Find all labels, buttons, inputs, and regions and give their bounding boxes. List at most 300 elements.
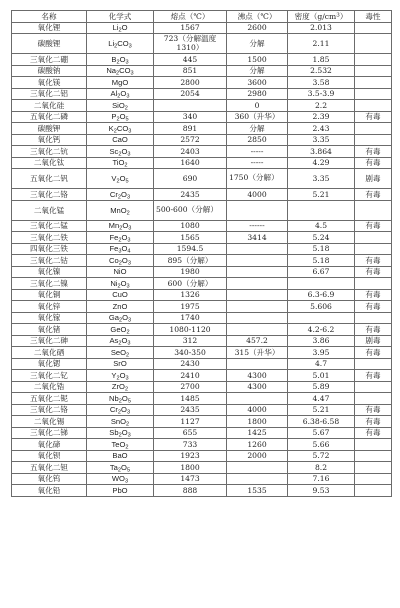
- cell-density: 5.72: [288, 450, 355, 462]
- cell-toxicity: 有毒: [355, 189, 392, 201]
- cell-melting-point: 312: [154, 335, 227, 347]
- formula-subscript: 5: [126, 467, 131, 473]
- cell-formula: [87, 220, 154, 232]
- formula-part: Fe: [109, 244, 119, 254]
- formula-part: SeO: [110, 347, 127, 357]
- cell-boiling-point: 2000: [227, 450, 288, 462]
- cell-toxicity: 有毒: [355, 289, 392, 301]
- table-row: [12, 100, 392, 112]
- cell-name: 三氧化二砷: [12, 335, 87, 347]
- cell-boiling-point: [227, 358, 288, 370]
- cell-formula: [87, 324, 154, 336]
- formula-subscript: 2: [116, 59, 120, 65]
- formula-part: CO: [119, 66, 131, 76]
- table-row: [12, 34, 392, 54]
- cell-density: 5.66: [288, 439, 355, 451]
- cell-formula: [87, 243, 154, 255]
- cell-density: 4.29: [288, 157, 355, 169]
- cell-formula: [87, 255, 154, 267]
- cell-name: 三氧化二铬: [12, 189, 87, 201]
- cell-melting-point: 1080-1120: [154, 324, 227, 336]
- cell-name: 氧化锂: [12, 22, 87, 34]
- cell-melting-point: 2800: [154, 77, 227, 89]
- formula-part: Cr: [109, 405, 118, 415]
- cell-boiling-point: [227, 255, 288, 267]
- cell-boiling-point: 4300: [227, 381, 288, 393]
- formula-subscript: 2: [118, 398, 122, 404]
- formula-subscript: 2: [119, 225, 123, 232]
- cell-formula: [87, 200, 154, 220]
- cell-boiling-point: 3414: [227, 232, 288, 244]
- cell-melting-point: 340: [154, 111, 227, 123]
- cell-boiling-point: [227, 324, 288, 336]
- cell-melting-point: 723（分解温度1310）: [154, 34, 227, 54]
- cell-toxicity: 有毒: [355, 301, 392, 313]
- table-row: [12, 243, 392, 255]
- formula-part: V: [111, 174, 117, 183]
- cell-melting-point: 891: [154, 123, 227, 135]
- formula-part: O: [119, 54, 126, 64]
- table-row: [12, 404, 392, 416]
- cell-melting-point: 690: [154, 169, 227, 189]
- cell-density: 3.58: [288, 77, 355, 89]
- formula-part: P: [111, 112, 117, 122]
- cell-boiling-point: [227, 266, 288, 278]
- cell-density: [288, 312, 355, 324]
- cell-toxicity: [355, 381, 392, 393]
- formula-part: MnO: [110, 205, 127, 215]
- cell-formula: [87, 347, 154, 359]
- cell-melting-point: 2430: [154, 358, 227, 370]
- cell-name: 二氧化锆: [12, 381, 87, 393]
- formula-subscript: 3: [128, 43, 132, 50]
- formula-part: MgO: [111, 77, 129, 87]
- formula-part: O: [121, 23, 128, 33]
- header-density-exponent: 3: [336, 12, 340, 19]
- cell-formula: [87, 439, 154, 451]
- formula-part: Co: [109, 255, 119, 265]
- cell-formula: [87, 473, 154, 485]
- table-row: [12, 473, 392, 485]
- formula-subscript: 3: [127, 237, 131, 243]
- cell-name: 氧化镓: [12, 312, 87, 324]
- cell-melting-point: 1127: [154, 416, 227, 428]
- cell-name: 氧化锗: [12, 324, 87, 336]
- table-row: [12, 232, 392, 244]
- cell-formula: [87, 404, 154, 416]
- cell-formula: [87, 393, 154, 405]
- table-row: [12, 77, 392, 89]
- cell-melting-point: 2403: [154, 146, 227, 158]
- formula-subscript: 3: [126, 93, 130, 100]
- cell-toxicity: [355, 232, 392, 244]
- cell-name: 氧化钙: [12, 134, 87, 146]
- formula-part: O: [121, 255, 128, 265]
- formula-part: Ta: [109, 462, 118, 472]
- cell-density: 2.532: [288, 65, 355, 77]
- cell-melting-point: 1594.5: [154, 243, 227, 255]
- cell-density: 4.7: [288, 358, 355, 370]
- cell-formula: [87, 54, 154, 66]
- cell-name: 三氧化二铁: [12, 232, 87, 244]
- formula-part: O: [122, 221, 129, 231]
- formula-subscript: 5: [125, 178, 129, 185]
- oxide-properties-table: [11, 10, 392, 497]
- cell-density: 5.18: [288, 243, 355, 255]
- formula-part: Sb: [109, 428, 119, 438]
- cell-formula: [87, 100, 154, 112]
- table-row: [12, 278, 392, 290]
- cell-density: 4.5: [288, 220, 355, 232]
- cell-boiling-point: -----: [227, 157, 288, 169]
- header-density: [288, 11, 355, 23]
- table-row: [12, 301, 392, 313]
- formula-part: Li: [112, 23, 119, 33]
- cell-formula: [87, 381, 154, 393]
- table-row: [12, 485, 392, 497]
- cell-toxicity: [355, 34, 392, 54]
- cell-toxicity: [355, 462, 392, 474]
- formula-part: O: [121, 462, 127, 472]
- cell-name: 五氧化二磷: [12, 111, 87, 123]
- formula-part: Sc: [109, 146, 119, 156]
- header-toxicity: 毒性: [355, 11, 392, 23]
- cell-boiling-point: [227, 473, 288, 485]
- cell-formula: [87, 289, 154, 301]
- formula-part: WO: [111, 474, 125, 484]
- cell-name: 二氧化锡: [12, 416, 87, 428]
- cell-density: 4.47: [288, 393, 355, 405]
- cell-melting-point: 2572: [154, 134, 227, 146]
- cell-toxicity: [355, 100, 392, 112]
- cell-toxicity: [355, 134, 392, 146]
- cell-melting-point: 1567: [154, 22, 227, 34]
- cell-boiling-point: [227, 393, 288, 405]
- cell-name: 碳酸钠: [12, 65, 87, 77]
- cell-melting-point: 888: [154, 485, 227, 497]
- table-row: [12, 54, 392, 66]
- cell-formula: [87, 123, 154, 135]
- cell-boiling-point: ------: [227, 220, 288, 232]
- cell-melting-point: 895（分解）: [154, 255, 227, 267]
- formula-part: BaO: [112, 451, 128, 461]
- cell-boiling-point: 4000: [227, 189, 288, 201]
- cell-name: 三氧化二锰: [12, 220, 87, 232]
- formula-part: O: [119, 370, 126, 380]
- cell-boiling-point: [227, 312, 288, 324]
- formula-part: Nb: [109, 393, 119, 403]
- table-row: [12, 146, 392, 158]
- formula-part: O: [121, 146, 128, 156]
- cell-name: 二氧化硅: [12, 100, 87, 112]
- cell-toxicity: 有毒: [355, 255, 392, 267]
- cell-formula: [87, 111, 154, 123]
- cell-density: 3.864: [288, 146, 355, 158]
- formula-subscript: 2: [116, 70, 120, 77]
- formula-subscript: 2: [118, 151, 122, 157]
- formula-subscript: 2: [126, 421, 130, 427]
- cell-name: 氧化镁: [12, 77, 87, 89]
- cell-toxicity: 剧毒: [355, 169, 392, 189]
- formula-subscript: 3: [126, 283, 130, 289]
- formula-subscript: 3: [118, 248, 122, 255]
- formula-part: CO: [116, 123, 129, 133]
- cell-melting-point: 1485: [154, 393, 227, 405]
- table-row: [12, 22, 392, 34]
- cell-formula: [87, 266, 154, 278]
- cell-formula: [87, 88, 154, 100]
- formula-subscript: 2: [124, 105, 128, 111]
- table-row: [12, 439, 392, 451]
- header-melting-point: 熔点（℃）: [154, 11, 227, 23]
- table-row: [12, 220, 392, 232]
- formula-part: Mn: [108, 221, 120, 231]
- cell-boiling-point: 1260: [227, 439, 288, 451]
- cell-name: 碳酸钾: [12, 123, 87, 135]
- table-row: [12, 169, 392, 189]
- cell-formula: [87, 416, 154, 428]
- cell-melting-point: 1923: [154, 450, 227, 462]
- cell-melting-point: 600（分解）: [154, 278, 227, 290]
- cell-formula: [87, 157, 154, 169]
- cell-boiling-point: 315（升华）: [227, 347, 288, 359]
- cell-boiling-point: 分解: [227, 65, 288, 77]
- formula-part: Fe: [109, 232, 119, 242]
- formula-subscript: 3: [124, 478, 129, 485]
- table-row: [12, 335, 392, 347]
- cell-name: 五氧化二铌: [12, 393, 87, 405]
- cell-toxicity: [355, 22, 392, 34]
- cell-density: [288, 278, 355, 290]
- cell-boiling-point: 457.2: [227, 335, 288, 347]
- cell-formula: [87, 485, 154, 497]
- formula-part: NiO: [113, 267, 127, 277]
- table-row: [12, 381, 392, 393]
- cell-formula: [87, 189, 154, 201]
- formula-subscript: 2: [118, 237, 122, 243]
- cell-density: 2.013: [288, 22, 355, 34]
- table-row: [12, 88, 392, 100]
- cell-boiling-point: 3600: [227, 77, 288, 89]
- formula-subscript: 2: [117, 283, 121, 289]
- cell-toxicity: [355, 54, 392, 66]
- formula-part: CO: [117, 39, 129, 48]
- formula-subscript: 2: [118, 317, 123, 324]
- cell-density: 5.21: [288, 189, 355, 201]
- cell-density: 2.2: [288, 100, 355, 112]
- formula-part: O: [121, 244, 128, 254]
- cell-melting-point: 733: [154, 439, 227, 451]
- header-density-text: 密度（g/cm: [294, 11, 337, 21]
- cell-melting-point: 500-600（分解）: [154, 200, 227, 220]
- cell-formula: [87, 312, 154, 324]
- cell-toxicity: [355, 243, 392, 255]
- cell-formula: [87, 232, 154, 244]
- cell-density: 5.01: [288, 370, 355, 382]
- formula-part: K: [108, 123, 114, 133]
- cell-toxicity: [355, 88, 392, 100]
- formula-subscript: 4: [127, 248, 131, 255]
- cell-density: 3.95: [288, 347, 355, 359]
- cell-boiling-point: [227, 200, 288, 220]
- formula-part: CaO: [112, 135, 128, 145]
- cell-name: 五氧化二钒: [12, 169, 87, 189]
- header-formula: 化学式: [87, 11, 154, 23]
- cell-boiling-point: 1425: [227, 427, 288, 439]
- cell-density: 7.16: [288, 473, 355, 485]
- cell-toxicity: 有毒: [355, 111, 392, 123]
- cell-formula: [87, 370, 154, 382]
- formula-part: SrO: [113, 359, 127, 369]
- header-boiling-point: 沸点（℃）: [227, 11, 288, 23]
- cell-formula: [87, 462, 154, 474]
- cell-formula: [87, 427, 154, 439]
- formula-part: O: [120, 89, 127, 99]
- table-row: [12, 157, 392, 169]
- cell-name: 氧化铜: [12, 289, 87, 301]
- cell-density: 3.5-3.9: [288, 88, 355, 100]
- header-name: 名称: [12, 11, 87, 23]
- formula-subscript: 2: [116, 116, 120, 123]
- cell-melting-point: 1473: [154, 473, 227, 485]
- cell-boiling-point: 1500: [227, 54, 288, 66]
- cell-name: 五氧化二钽: [12, 462, 87, 474]
- cell-melting-point: 655: [154, 427, 227, 439]
- cell-boiling-point: 1750（分解）: [227, 169, 288, 189]
- formula-subscript: 2: [124, 386, 129, 393]
- formula-subscript: 2: [117, 467, 122, 473]
- cell-toxicity: 有毒: [355, 370, 392, 382]
- cell-name: 三氧化二钪: [12, 146, 87, 158]
- formula-subscript: 2: [118, 340, 122, 347]
- table-row: [12, 324, 392, 336]
- table-row: [12, 462, 392, 474]
- cell-toxicity: [355, 65, 392, 77]
- cell-toxicity: 有毒: [355, 427, 392, 439]
- formula-subscript: 3: [126, 409, 131, 416]
- cell-density: 6.38-6.58: [288, 416, 355, 428]
- cell-melting-point: 1800: [154, 462, 227, 474]
- cell-name: 二氧化硒: [12, 347, 87, 359]
- formula-part: O: [121, 428, 128, 438]
- cell-boiling-point: -----: [227, 146, 288, 158]
- formula-part: SiO: [112, 100, 125, 110]
- table-row: [12, 255, 392, 267]
- cell-density: 2.11: [288, 34, 355, 54]
- cell-melting-point: 445: [154, 54, 227, 66]
- cell-boiling-point: 分解: [227, 34, 288, 54]
- table-row: [12, 189, 392, 201]
- cell-toxicity: 有毒: [355, 404, 392, 416]
- cell-density: 5.67: [288, 427, 355, 439]
- formula-part: As: [109, 336, 119, 346]
- table-row: [12, 312, 392, 324]
- cell-boiling-point: 4300: [227, 370, 288, 382]
- table-row: [12, 450, 392, 462]
- cell-density: 5.24: [288, 232, 355, 244]
- table-row: [12, 289, 392, 301]
- cell-name: 氧化碲: [12, 439, 87, 451]
- cell-boiling-point: [227, 243, 288, 255]
- formula-part: O: [120, 278, 127, 288]
- cell-toxicity: 有毒: [355, 347, 392, 359]
- cell-formula: [87, 335, 154, 347]
- cell-toxicity: 有毒: [355, 266, 392, 278]
- cell-name: 三氧化二钴: [12, 255, 87, 267]
- cell-boiling-point: 2600: [227, 22, 288, 34]
- cell-formula: [87, 301, 154, 313]
- cell-name: 氧化铅: [12, 485, 87, 497]
- header-density-close: ）: [339, 11, 348, 21]
- cell-name: 四氧化三铁: [12, 243, 87, 255]
- formula-part: Y: [111, 370, 117, 380]
- cell-toxicity: 剧毒: [355, 335, 392, 347]
- formula-part: TeO: [111, 439, 126, 449]
- cell-toxicity: 有毒: [355, 324, 392, 336]
- cell-name: 氧化钡: [12, 450, 87, 462]
- header-row: [12, 11, 392, 23]
- cell-density: 9.53: [288, 485, 355, 497]
- formula-part: O: [121, 336, 128, 346]
- formula-subscript: 3: [127, 432, 131, 439]
- formula-subscript: 5: [125, 116, 129, 123]
- cell-toxicity: [355, 77, 392, 89]
- cell-melting-point: 340-350: [154, 347, 227, 359]
- cell-name: 氧化锶: [12, 358, 87, 370]
- cell-name: 三氧化二钇: [12, 370, 87, 382]
- cell-toxicity: 有毒: [355, 157, 392, 169]
- table-row: [12, 200, 392, 220]
- cell-formula: [87, 169, 154, 189]
- cell-melting-point: 1980: [154, 266, 227, 278]
- cell-toxicity: [355, 358, 392, 370]
- formula-part: Ni: [110, 278, 118, 288]
- formula-subscript: 3: [128, 225, 132, 232]
- cell-formula: [87, 134, 154, 146]
- table-row: [12, 111, 392, 123]
- cell-melting-point: 1740: [154, 312, 227, 324]
- formula-subscript: 3: [126, 194, 131, 200]
- cell-formula: [87, 65, 154, 77]
- cell-toxicity: 有毒: [355, 146, 392, 158]
- formula-subscript: 2: [116, 375, 120, 381]
- cell-toxicity: [355, 312, 392, 324]
- cell-melting-point: 2054: [154, 88, 227, 100]
- cell-density: 3.35: [288, 169, 355, 189]
- cell-name: 三氧化二锑: [12, 427, 87, 439]
- formula-subscript: 2: [113, 128, 117, 134]
- cell-toxicity: [355, 200, 392, 220]
- formula-subscript: 2: [125, 444, 129, 450]
- formula-part: O: [121, 393, 128, 403]
- formula-subscript: 2: [118, 260, 122, 266]
- cell-boiling-point: 2850: [227, 134, 288, 146]
- formula-subscript: 3: [128, 317, 132, 324]
- formula-part: O: [121, 232, 128, 242]
- cell-melting-point: 1975: [154, 301, 227, 313]
- cell-toxicity: [355, 393, 392, 405]
- cell-density: 1.85: [288, 54, 355, 66]
- cell-name: 二氧化钛: [12, 157, 87, 169]
- table-row: [12, 416, 392, 428]
- cell-melting-point: 2435: [154, 404, 227, 416]
- cell-boiling-point: 分解: [227, 123, 288, 135]
- formula-subscript: 3: [130, 70, 134, 77]
- cell-melting-point: 2700: [154, 381, 227, 393]
- cell-toxicity: [355, 439, 392, 451]
- table-row: [12, 370, 392, 382]
- formula-part: Ga: [108, 313, 119, 323]
